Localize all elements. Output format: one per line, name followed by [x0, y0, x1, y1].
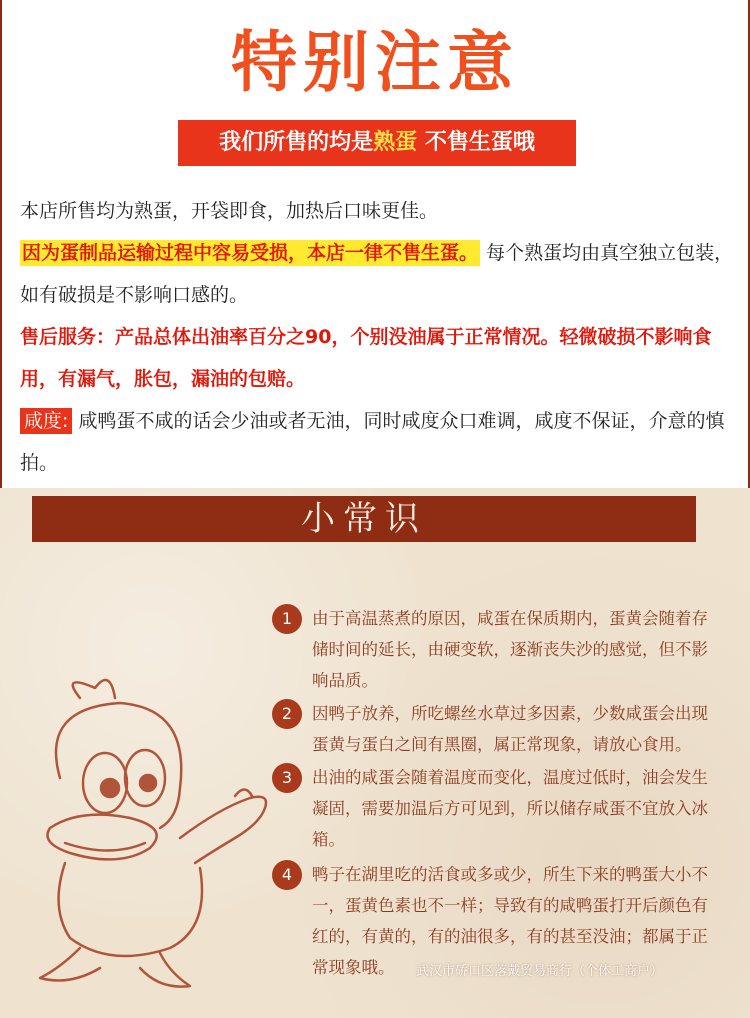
duck-illustration — [20, 668, 280, 998]
tip-number-2: 2 — [272, 699, 302, 729]
notice-line-2-rest: 每个熟蛋均由真空独立包装，如有破损是不影响口感的。 — [20, 242, 734, 306]
notice-highlight: 因为蛋制品运输过程中容易受损，本店一律不售生蛋。 — [22, 242, 479, 264]
subtitle-pre: 我们所售的均是 — [219, 130, 374, 155]
notice-text — [20, 190, 736, 484]
tip-text-4: 鸭子在湖里吃的活食或多或少，所生下来的鸭蛋大小不一，蛋黄色素也不一样；导致有的咸鸭蛋打开后颜色有红的，有黄的，有的油很多，有的甚至没油；都属于正常现象哦。 — [312, 865, 708, 977]
tips-section — [0, 488, 750, 1018]
notice-line-1: 本店所售均为熟蛋，开袋即食，加热后口味更佳。 — [20, 200, 439, 222]
subtitle-highlight: 熟蛋 — [373, 130, 418, 155]
after-sales-service: 售后服务：产品总体出油率百分之90，个别没油属于正常情况。轻微破损不影响食用，有漏气，胀包，漏油的包赔。 — [20, 326, 712, 390]
tip-item-3 — [272, 762, 712, 855]
salt-text: 咸鸭蛋不咸的话会少油或者无油，同时咸度众口难调，咸度不保证，介意的慎拍。 — [20, 410, 725, 474]
tip-text-3: 出油的咸蛋会随着温度而变化，温度过低时，油会发生凝固，需要加温后方可见到，所以储存咸蛋不宜放入冰箱。 — [312, 768, 708, 849]
tip-number-1: 1 — [272, 604, 302, 634]
subtitle-post: 不售生蛋哦 — [417, 130, 535, 155]
tip-text-1: 由于高温蒸煮的原因，咸蛋在保质期内，蛋黄会随着存储时间的延长，由硬变软，逐渐丧失沙的感觉，但不影响品质。 — [312, 609, 708, 690]
tip-number-3: 3 — [272, 763, 302, 793]
subtitle-banner — [178, 120, 576, 166]
notice-section — [0, 0, 750, 488]
tip-item-2 — [272, 698, 712, 760]
salt-note — [20, 400, 736, 484]
tip-number-4: 4 — [272, 860, 302, 890]
shop-footer: 武汉市硚口区落戴贸易商行（个体工商户） — [416, 964, 664, 979]
tip-text-2: 因鸭子放养，所吃螺丝水草过多因素，少数咸蛋会出现蛋黄与蛋白之间有黑圈，属正常现象，请放心食用。 — [312, 704, 708, 754]
page-title: 特别注意 — [231, 24, 519, 101]
salt-tag: 咸度: — [20, 408, 72, 434]
notice-line-2 — [20, 232, 736, 316]
tip-item-1 — [272, 603, 712, 696]
tips-banner: 小常识 — [32, 496, 696, 542]
